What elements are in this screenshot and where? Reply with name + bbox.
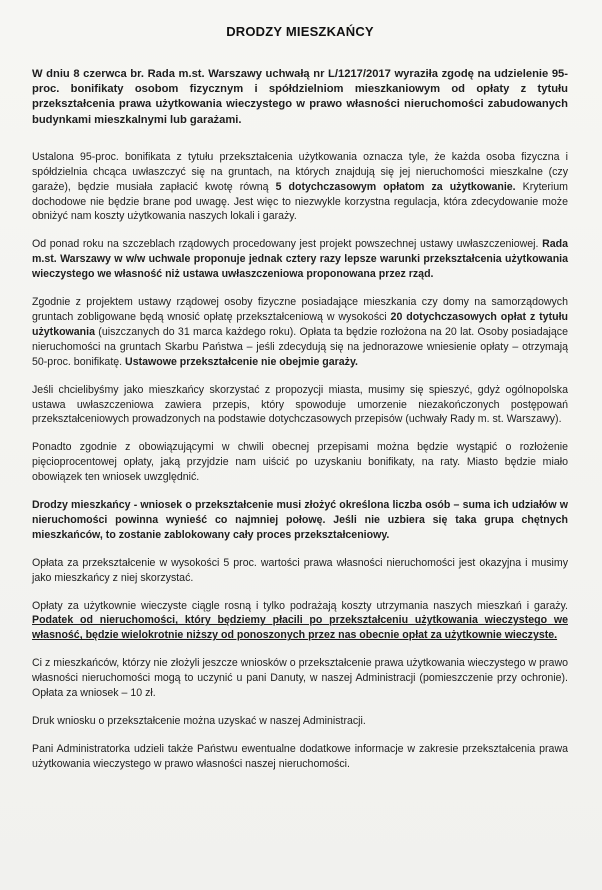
paragraph-fee: Opłata za przekształcenie w wysokości 5 proc. wartości prawa własności nieruchomości jest okazyjna i musimy jako mieszkańcy z niej skorzystać.	[32, 556, 568, 584]
bold-text: Rada m.st. Warszawy w w/w uchwale proponuje jednak cztery razy lepsze warunki przekształcenia użytkowania wieczystego we własność niż ustawa uwłaszczeniowa proponowana przez rząd.	[32, 238, 568, 281]
paragraph-resolution: W dniu 8 czerwca br. Rada m.st. Warszawy uchwałą nr L/1217/2017 wyraziła zgodę na udzielenie 95-proc. bonifikaty osobom fizycznym i spółdzielniom mieszkaniowym od opłaty z tytułu przekształcenia prawa użytkowania wieczystego w prawo własności nieruchomości zabudowanych budynkami mieszkalnymi lub garażami.	[32, 68, 568, 126]
paragraph-application: Ci z mieszkańców, którzy nie złożyli jeszcze wniosków o przekształcenie prawa użytkowania wieczystego w prawo własności nieruchomości mogą to uczynić u pani Danuty, w naszej Administracji (pomieszczenie przy ochronie). Opłata za wniosek – 10 zł.	[32, 657, 568, 700]
paragraph-government-terms	[32, 295, 568, 370]
text-span: (uiszczanych do 31 marca każdego roku). Opłata ta będzie rozłożona na 20 lat. Osoby posiadające nieruchomości na gruntach Skarbu Państwa – jeśli zdecydują się na jednorazowe wniesienie opłaty – otrzymają 50-proc. bonifikatę.	[32, 325, 568, 368]
bold-text: 5 dotychczasowym opłatom za użytkowanie.	[275, 180, 516, 193]
bold-text: Drodzy mieszkańcy - wniosek o przekształcenie musi złożyć określona liczba osób – suma ich udziałów w nieruchomości powinna wynieść co najmniej połowę. Jeśli nie uzbiera się taka grupa chętnych mieszkańców, to zostanie zablokowany cały proces przekształceniowy.	[32, 499, 568, 541]
paragraph-tax	[32, 599, 568, 644]
paragraph-hurry: Jeśli chcielibyśmy jako mieszkańcy skorzystać z propozycji miasta, musimy się spieszyć, gdyż ogólnopolska ustawa uwłaszczeniowa zawiera przepis, który spowoduje umorzenie niezakończonych postępowań przekształceniowych prowadzonych na podstawie dotychczasowych przepisów (uchwały Rady m. st. Warszawy).	[32, 383, 568, 426]
paragraph-administrator: Pani Administratorka udzieli także Państwu ewentualne dodatkowe informacje w zakresie przekształcenia prawa użytkowania wieczystego w prawo własności naszej nieruchomości.	[32, 742, 568, 770]
notice-title: DRODZY MIESZKAŃCY	[226, 24, 374, 39]
text-span: Ustalona 95-proc. bonifikata z tytułu przekształcenia użytkowania oznacza tyle, że każda osoba fizyczna i spółdzielnia chcąca uwłaszczyć się na gruntach, na których znajdują się jej nieruchomości mieszkalne (czy garaże), będzie musiała zapłacić kwotę równą	[32, 150, 568, 193]
bold-text: 20 dotychczasowych opłat z tytułu użytkowania	[32, 310, 568, 338]
paragraph-form: Druk wniosku o przekształcenie można uzyskać w naszej Administracji.	[32, 715, 366, 727]
paragraph-government-project	[32, 237, 568, 282]
text-span: Opłaty za użytkownie wieczyste ciągle rosną i tylko podrażają koszty utrzymania naszych mieszkań i garaży.	[32, 599, 568, 612]
text-span: Zgodnie z projektem ustawy rządowej osoby fizyczne posiadające mieszkania czy domy na samorządowych gruntach zobligowane będą wnosić opłatę przekształceniową w wysokości	[32, 296, 568, 323]
paragraph-quorum	[32, 498, 568, 543]
paragraph-installments: Ponadto zgodnie z obowiązującymi w chwili obecnej przepisami można będzie wystąpić o rozłożenie pięcioprocentowej opłaty, jaką przyjdzie nam uiścić po uzyskaniu bonifikaty, na raty. Miasto będzie miało obowiązek ten wniosek uwzględnić.	[32, 441, 568, 484]
paragraph-bonus	[32, 150, 568, 225]
text-span: Kryterium dochodowe nie będzie brane pod uwagę. Jest więc to niezwykle korzystna regulacja, która zdecydowanie może obniżyć nam koszty użytkowania naszych lokali i garaży.	[32, 180, 568, 223]
underlined-bold-text: Podatek od nieruchomości, który będziemy płacili po przekształceniu użytkowania wieczystego we własność, będzie wielokrotnie niższy od ponoszonych przez nas obecnie opłat za użytkownie wieczyste.	[32, 614, 568, 642]
bold-text: Ustawowe przekształcenie nie obejmie garaży.	[125, 355, 359, 368]
text-span: Od ponad roku na szczeblach rządowych procedowany jest projekt powszechnej ustawy uwłaszczeniowej.	[32, 238, 543, 251]
